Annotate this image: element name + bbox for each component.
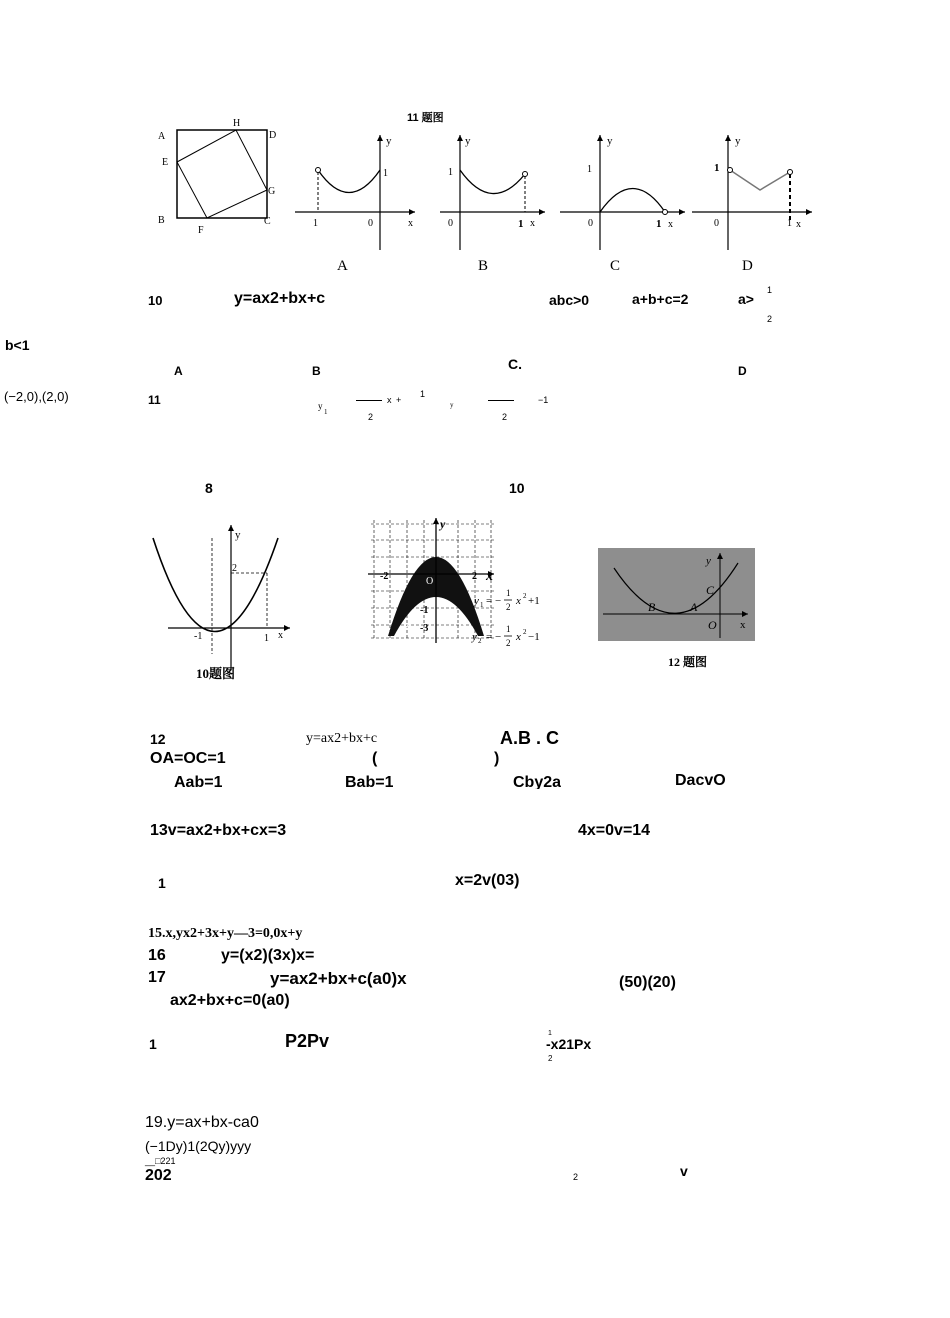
- q11-plus: +: [396, 395, 402, 405]
- q13-text: 13v=ax2+bx+cx=3: [150, 822, 287, 839]
- q12-option-d: DacvO: [675, 772, 726, 789]
- q19-small: __□221: [145, 1156, 176, 1166]
- svg-text:1: 1: [587, 164, 592, 175]
- svg-text:y: y: [735, 135, 741, 147]
- graph-label-d: D: [742, 258, 753, 274]
- graph-label-c: C: [610, 258, 621, 274]
- figure-caption-11: 11 题图: [407, 112, 444, 124]
- q17-right: (50)(20): [619, 974, 676, 991]
- svg-text:2: 2: [523, 628, 527, 636]
- q12-paren-close: ): [494, 750, 500, 767]
- svg-text:2: 2: [472, 571, 477, 582]
- q12-option-c: Cby2a: [513, 775, 562, 789]
- q11-points: (−2,0),(2,0): [4, 389, 69, 404]
- svg-text:y: y: [440, 517, 446, 531]
- q18-right: -x21Px: [546, 1036, 592, 1052]
- graph-label-a: A: [337, 258, 348, 274]
- svg-text:x: x: [408, 218, 413, 229]
- q10-cond1: abc>0: [549, 292, 590, 308]
- q17-number: 17: [148, 969, 166, 986]
- svg-text:2: 2: [478, 637, 482, 645]
- q11-y2: y: [450, 401, 454, 409]
- svg-text:y: y: [386, 135, 392, 147]
- svg-text:1: 1: [518, 218, 524, 230]
- svg-text:0: 0: [448, 218, 453, 229]
- svg-text:1: 1: [426, 540, 431, 551]
- q15-text: [148, 925, 302, 941]
- svg-text:x: x: [486, 569, 493, 584]
- figure-12-parabola: [598, 548, 758, 678]
- q10-option-b: B: [312, 364, 321, 378]
- q12-number: 12: [150, 731, 166, 747]
- svg-text:1: 1: [656, 218, 662, 230]
- svg-text:1: 1: [714, 162, 720, 174]
- q20-v: v: [680, 1163, 688, 1179]
- q11-y1-sub: 1: [324, 408, 328, 416]
- svg-text:-2: -2: [380, 571, 389, 582]
- q18-small-top: 1: [548, 1030, 552, 1037]
- label-E: E: [162, 157, 169, 168]
- svg-text:1: 1: [506, 624, 511, 634]
- q20-two: 2: [573, 1172, 579, 1182]
- q12-option-b: Bab=1: [345, 775, 394, 789]
- q10-option-d: D: [738, 364, 747, 378]
- svg-text:1: 1: [480, 601, 484, 609]
- svg-text:B: B: [648, 600, 656, 614]
- graph-option-a: [290, 130, 420, 274]
- svg-text:x: x: [740, 619, 746, 631]
- svg-text:2: 2: [232, 563, 237, 574]
- svg-text:y: y: [472, 631, 477, 643]
- svg-text:= −: = −: [486, 631, 502, 643]
- graph-option-d: [692, 130, 822, 274]
- svg-text:O: O: [708, 618, 717, 632]
- q10-cond3: a>: [738, 291, 754, 307]
- square-diagram: [150, 116, 280, 236]
- q13-right: 4x=0v=14: [578, 822, 651, 839]
- q11-number: 11: [148, 393, 161, 407]
- svg-text:y: y: [706, 555, 711, 567]
- graph-label-b: B: [478, 258, 489, 274]
- svg-text:1: 1: [448, 167, 453, 178]
- svg-text:-1: -1: [420, 605, 429, 616]
- svg-text:-1: -1: [194, 631, 203, 642]
- q16-number: 16: [148, 947, 166, 964]
- svg-text:1: 1: [787, 218, 792, 229]
- q11-frac1-bot: 2: [368, 412, 374, 422]
- svg-text:x: x: [516, 595, 521, 607]
- q12-condition: OA=OC=1: [150, 750, 226, 767]
- q10-option-a: A: [174, 364, 183, 378]
- svg-text:x: x: [796, 219, 801, 230]
- q10-b-cond: b<1: [5, 337, 30, 353]
- q11-frac1-line: [356, 400, 382, 401]
- q10-cond2: a+b+c=2: [632, 291, 689, 307]
- q10-frac-bot: 2: [767, 314, 773, 324]
- svg-text:1: 1: [264, 633, 269, 644]
- q20-number: 202: [145, 1167, 172, 1184]
- q17-line2: ax2+bx+c=0(a0): [170, 992, 290, 1009]
- q10-number: 10: [148, 293, 163, 308]
- q10-frac-top: 1: [767, 285, 773, 295]
- q15-content: 15.x,yx2+3x+y—3=0,0x+y: [148, 926, 303, 941]
- svg-text:x: x: [668, 219, 673, 230]
- q18-small-bot: 2: [548, 1054, 553, 1063]
- q17-text: y=ax2+bx+c(a0)x: [270, 969, 407, 988]
- q10-expression: y=ax2+bx+c: [234, 290, 326, 307]
- label-A: A: [158, 131, 166, 142]
- label-C: C: [264, 216, 271, 227]
- svg-text:−1: −1: [528, 631, 540, 643]
- label-G: G: [268, 186, 276, 197]
- svg-text:= −: = −: [486, 595, 502, 607]
- q12-expression: y=ax2+bx+c: [306, 731, 378, 746]
- svg-text:1: 1: [506, 588, 511, 598]
- svg-text:1: 1: [383, 168, 388, 179]
- svg-text:x: x: [278, 630, 283, 641]
- figure-12-caption: 12 题图: [668, 655, 708, 669]
- svg-text:A: A: [690, 600, 698, 614]
- label-10: 10: [509, 480, 525, 496]
- label-F: F: [198, 225, 204, 236]
- q12-paren-open: (: [372, 750, 378, 767]
- svg-text:2: 2: [523, 592, 527, 600]
- svg-text:0: 0: [588, 218, 593, 229]
- q11-frac2-line: [488, 400, 514, 401]
- svg-text:y: y: [474, 595, 479, 607]
- svg-text:0: 0: [714, 218, 719, 229]
- label-B: B: [158, 215, 165, 226]
- q12-points: A.B . C: [500, 728, 560, 748]
- svg-text:+1: +1: [528, 595, 540, 607]
- svg-text:2: 2: [506, 638, 511, 648]
- q11-y1: y: [318, 401, 323, 411]
- q11-minus1: −1: [538, 395, 549, 405]
- label-8: 8: [205, 480, 213, 496]
- graph-option-b: [440, 130, 550, 274]
- q11-frac2-bot: 2: [502, 412, 508, 422]
- q18-mid: P2Pv: [285, 1031, 330, 1051]
- q12-option-a: Aab=1: [174, 775, 223, 789]
- q14-number: 1: [158, 875, 166, 891]
- q18-number: 1: [149, 1036, 157, 1052]
- q11-one: 1: [420, 389, 426, 399]
- svg-text:y: y: [235, 529, 241, 541]
- svg-text:1: 1: [313, 218, 318, 229]
- svg-text:C: C: [706, 583, 715, 597]
- q14-right: x=2v(03): [455, 872, 520, 889]
- q16-text: y=(x2)(3x)x=: [221, 947, 315, 964]
- q10-option-c: C.: [508, 356, 522, 372]
- svg-text:x: x: [530, 218, 535, 229]
- svg-text:0: 0: [368, 218, 373, 229]
- q19-text: 19.y=ax+bx-ca0: [145, 1114, 259, 1131]
- svg-text:-3: -3: [420, 623, 429, 634]
- q11-x: x: [387, 395, 392, 405]
- label-D: D: [269, 130, 277, 141]
- figure-10-caption: 10题图: [196, 666, 236, 681]
- graph-option-c: [560, 130, 690, 274]
- svg-text:y: y: [465, 135, 471, 147]
- figure-10-parabola: [148, 520, 298, 690]
- svg-text:2: 2: [506, 602, 511, 612]
- figure-grid-parabolas: [366, 518, 556, 653]
- svg-text:O: O: [426, 576, 434, 587]
- label-H: H: [233, 118, 241, 129]
- svg-text:y: y: [607, 135, 613, 147]
- q19-line2: (−1Dy)1(2Qy)yyy: [145, 1138, 252, 1154]
- svg-text:x: x: [516, 631, 521, 643]
